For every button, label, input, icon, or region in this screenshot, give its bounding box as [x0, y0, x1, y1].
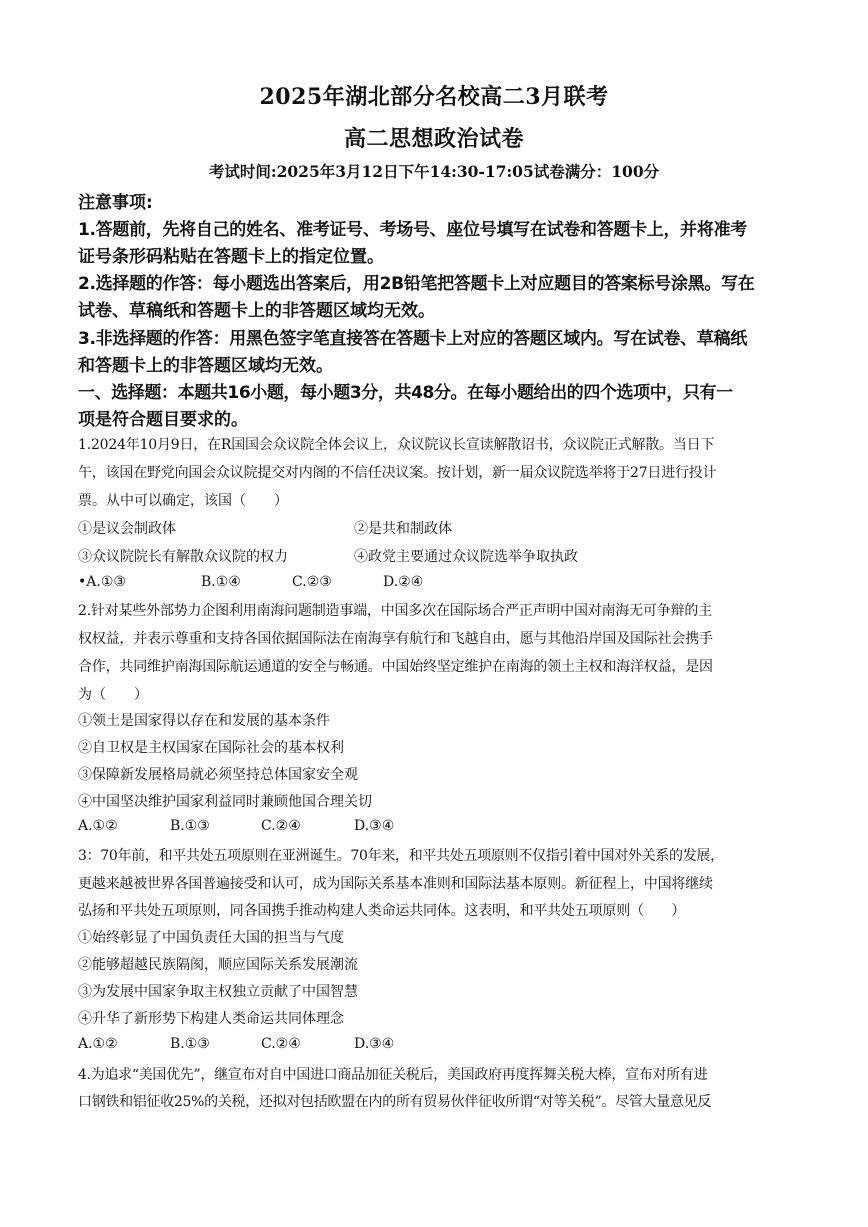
question-1-option-a: •A.①③ — [78, 574, 126, 590]
notice-item-1-line-2: 证号条形码粘贴在答题卡上的指定位置。 — [78, 247, 384, 267]
question-4-stem-line-2: 口钢铁和铝征收25%的关税，还拟对包括欧盟在内的所有贸易伙伴征收所谓“对等关税”。尽管大量意见反 — [78, 1094, 712, 1110]
question-3-statement-3: ③为发展中国家争取主权独立贡献了中国智慧 — [78, 984, 358, 1000]
question-2-statement-4: ④中国坚决维护国家利益同时兼顾他国合理关切 — [78, 794, 372, 810]
question-3-stem-line-3: 弘扬和平共处五项原则，同各国携手推动构建人类命运共同体。这表明，和平共处五项原则（ ） — [78, 903, 686, 919]
question-3-stem-line-1: 3：70年前，和平共处五项原则在亚洲诞生。70年来，和平共处五项原则不仅指引着中国对外关系的发展， — [78, 848, 724, 864]
paper-subject-title: 高二思想政治试卷 — [343, 126, 524, 152]
question-1-option-d: D.②④ — [383, 574, 424, 590]
question-1-stem-line-1: 1.2024年10月9日，在R国国会众议院全体会议上，众议院议长宣读解散诏书，众议院正式解散。当日下 — [78, 437, 715, 453]
notice-item-3-line-2: 和答题卡上的非答题区域均无效。 — [78, 356, 333, 376]
question-3-statement-1: ①始终彰显了中国负责任大国的担当与气度 — [78, 930, 344, 946]
question-3-statement-2: ②能够超越民族隔阂，顺应国际关系发展潮流 — [78, 957, 358, 973]
section-1-heading-line-2: 项是符合题目要求的。 — [78, 410, 248, 430]
question-1-statement-2: ②是共和制政体 — [354, 521, 452, 537]
notice-item-2-line-1: 2.选择题的作答：每小题选出答案后，用2B铅笔把答题卡上对应题目的答案标号涂黑。写在 — [78, 274, 755, 294]
notice-item-2-line-2: 试卷、草稿纸和答题卡上的非答题区域均无效。 — [78, 301, 435, 321]
question-3-option-d: D.③④ — [354, 1036, 395, 1052]
question-1-stem-line-2: 午，该国在野党向国会众议院提交对内阁的不信任决议案。按计划，新一届众议院选举将于27日进行投计 — [78, 465, 717, 481]
question-2-option-c: C.②④ — [261, 818, 301, 834]
question-3-option-c: C.②④ — [261, 1036, 301, 1052]
exam-title: 2025年湖北部分名校高二3月联考 — [259, 84, 609, 110]
question-2-stem-line-2: 权权益，并表示尊重和支持各国依据国际法在南海享有航行和飞越自由，愿与其他沿岸国及国际社会携手 — [78, 631, 713, 647]
question-4-stem-line-1: 4.为追求“美国优先”，继宣布对自中国进口商品加征关税后，美国政府再度挥舞关税大棒，宣布对所有进 — [78, 1067, 708, 1083]
question-2-statement-2: ②自卫权是主权国家在国际社会的基本权利 — [78, 740, 344, 756]
question-1-statement-1: ①是议会制政体 — [78, 521, 176, 537]
notice-item-3-line-1: 3.非选择题的作答：用黑色签字笔直接答在答题卡上对应的答题区域内。写在试卷、草稿纸 — [78, 329, 747, 349]
question-2-stem-line-1: 2.针对某些外部势力企图利用南海问题制造事端，中国多次在国际场合严正声明中国对南海无可争辩的主 — [78, 603, 712, 619]
section-1-heading-line-1: 一、选择题：本题共16小题，每小题3分，共48分。在每小题给出的四个选项中，只有一 — [78, 383, 733, 403]
question-1-statement-3: ③众议院院长有解散众议院的权力 — [78, 549, 288, 565]
question-1-statement-4: ④政党主要通过众议院选举争取执政 — [354, 549, 578, 565]
question-1-option-c: C.②③ — [292, 574, 332, 590]
question-3-statement-4: ④升华了新形势下构建人类命运共同体理念 — [78, 1011, 344, 1027]
question-3-option-a: A.①② — [78, 1036, 118, 1052]
question-1-stem-line-3: 票。从中可以确定，该国（ ） — [78, 493, 288, 509]
question-2-statement-3: ③保障新发展格局就必须坚持总体国家安全观 — [78, 767, 358, 783]
question-2-stem-line-3: 合作，共同维护南海国际航运通道的安全与畅通。中国始终坚定维护在南海的领土主权和海洋权益，是因 — [78, 659, 713, 675]
question-3-option-b: B.①③ — [170, 1036, 210, 1052]
question-2-option-b: B.①③ — [170, 818, 210, 834]
question-3-stem-line-2: 更越来越被世界各国普遍接受和认可，成为国际关系基本准则和国际法基本原则。新征程上，中国将继续 — [78, 876, 713, 892]
exam-info: 考试时间:2025年3月12日下午14:30-17:05试卷满分：100分 — [208, 162, 660, 181]
question-2-option-d: D.③④ — [354, 818, 395, 834]
notice-heading: 注意事项: — [78, 193, 153, 213]
question-2-stem-line-4: 为（ ） — [78, 687, 148, 703]
notice-item-1-line-1: 1.答题前，先将自己的姓名、准考证号、考场号、座位号填写在试卷和答题卡上，并将准考 — [78, 220, 747, 240]
question-1-option-b: B.①④ — [201, 574, 241, 590]
question-2-option-a: A.①② — [78, 818, 118, 834]
question-2-statement-1: ①领土是国家得以存在和发展的基本条件 — [78, 713, 330, 729]
